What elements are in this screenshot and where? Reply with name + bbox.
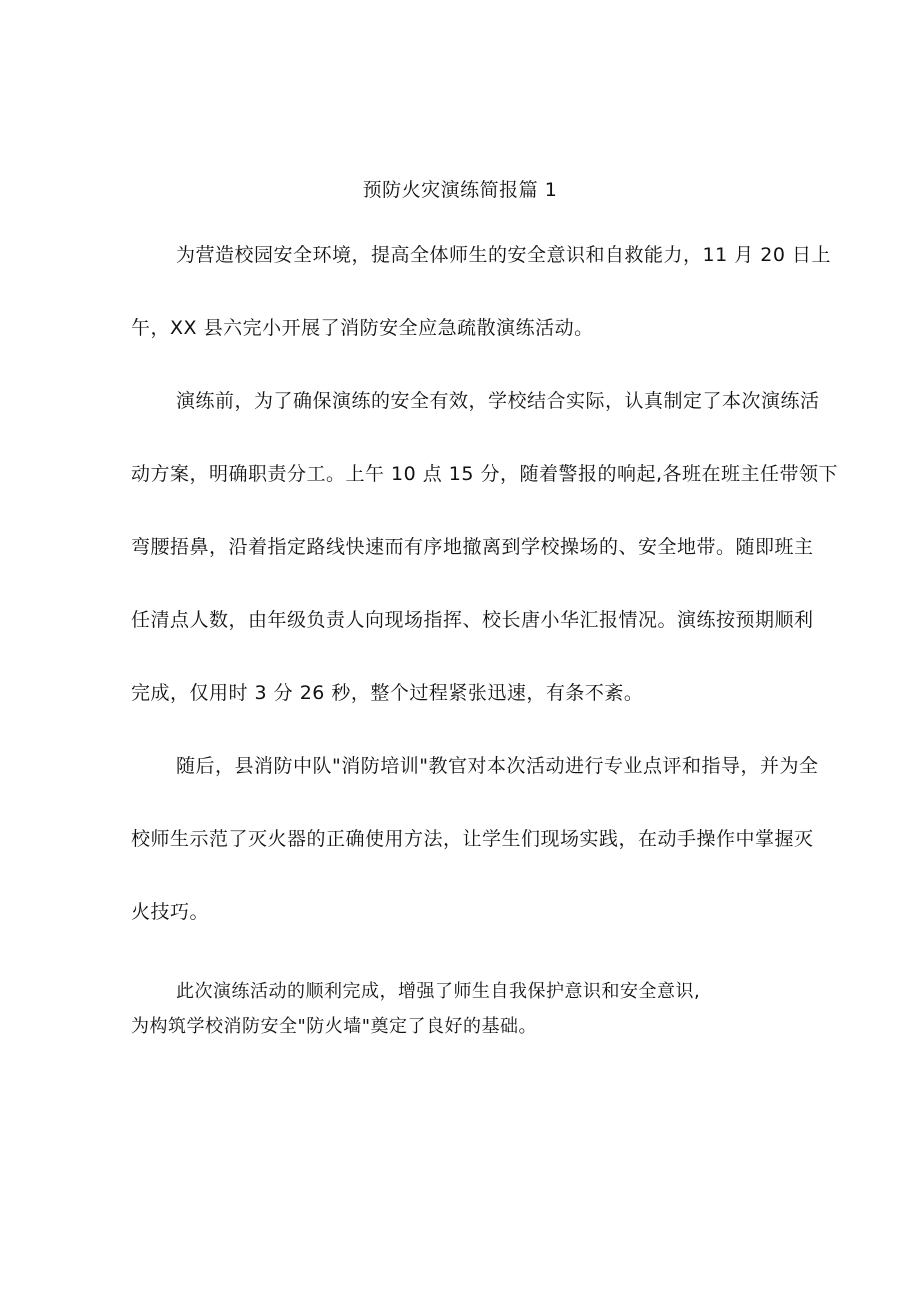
paragraph-2-line-3: 弯腰捂鼻，沿着指定路线快速而有序地撤离到学校操场的、安全地带。随即班主: [131, 536, 814, 558]
paragraph-1-line-1: 为营造校园安全环境，提高全体师生的安全意识和自救能力，11 月 20 日上: [176, 244, 831, 266]
paragraph-4-line-2: 为构筑学校消防安全"防火墙"奠定了良好的基础。: [131, 1016, 538, 1037]
paragraph-2-line-2: 动方案，明确职责分工。上午 10 点 15 分，随着警报的响起,各班在班主任带领下: [131, 463, 839, 485]
paragraph-3-line-2: 校师生示范了灭火器的正确使用方法，让学生们现场实践，在动手操作中掌握灭: [131, 828, 814, 850]
document-title: 预防火灾演练简报篇 1: [362, 179, 558, 201]
paragraph-2-line-1: 演练前，为了确保演练的安全有效，学校结合实际，认真制定了本次演练活: [176, 390, 820, 412]
paragraph-2-line-5: 完成，仅用时 3 分 26 秒，整个过程紧张迅速，有条不紊。: [131, 682, 644, 704]
paragraph-3-line-1: 随后，县消防中队"消防培训"教官对本次活动进行专业点评和指导，并为全: [176, 755, 819, 777]
paragraph-2-line-4: 任清点人数，由年级负责人向现场指挥、校长唐小华汇报情况。演练按预期顺利: [131, 609, 814, 631]
paragraph-1-line-2: 午，XX 县六完小开展了消防安全应急疏散演练活动。: [131, 317, 594, 339]
paragraph-4-line-1: 此次演练活动的顺利完成，增强了师生自我保护意识和安全意识,: [176, 981, 701, 1002]
paragraph-3-line-3: 火技巧。: [131, 901, 210, 923]
